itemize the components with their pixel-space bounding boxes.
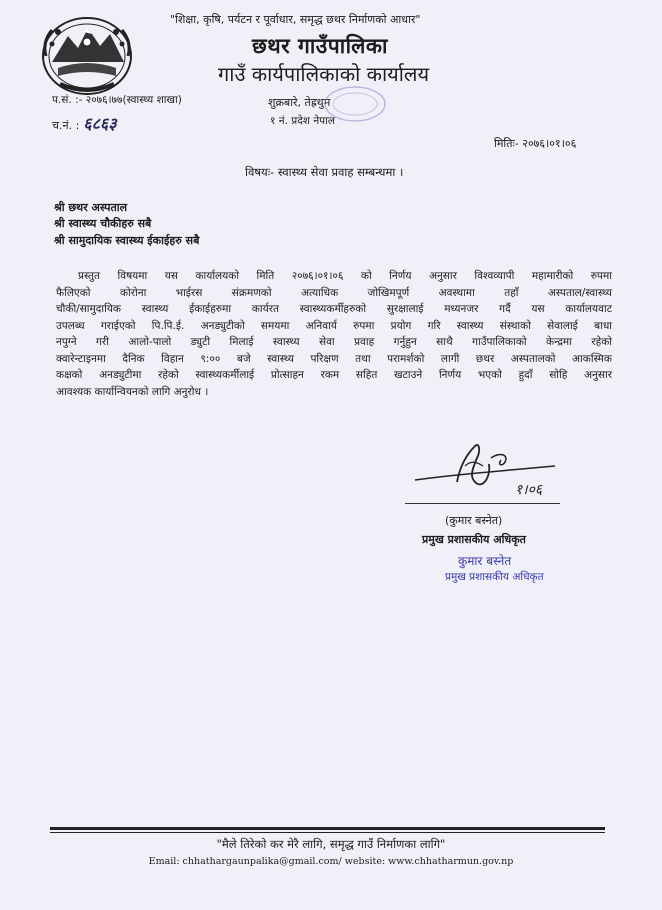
- signatory-title: प्रमुख प्रशासकीय अधिकृत: [422, 533, 526, 546]
- body-line: आवश्यक कार्यान्वियनको लागि अनुरोध ।: [56, 385, 209, 398]
- body-line: फैलिएको कोरोना भाईरस संक्रमणको अत्याधिक जोखिमपूर्ण अवस्थामा तहाँ अस्पताल/स्वास्थ्य: [56, 286, 612, 299]
- letter-subject: विषयः- स्वास्थ्य सेवा प्रवाह सम्बन्धमा ।: [245, 165, 404, 179]
- signature-line: [405, 503, 560, 504]
- header-motto: "शिक्षा, कृषि, पर्यटन र पूर्वाधार, समृद्ध छथर निर्माणको आधार": [170, 13, 421, 26]
- footer-contact: Email: chhathargaunpalika@gmail.com/ website: www.chhatharmun.gov.np: [148, 856, 514, 867]
- office-name: गाउँ कार्यपालिकाको कार्यालय: [218, 62, 430, 86]
- footer-motto: "मैले तिरेको कर मेरै लागि, समृद्ध गाउँ निर्माणका लागि": [216, 837, 446, 851]
- nepal-emblem-icon: [38, 12, 136, 98]
- dispatch-number: [52, 112, 117, 134]
- recipient-line: श्री सामुदायिक स्वास्थ्य ईकाईहरु सबै: [54, 234, 200, 247]
- recipient-line: श्री छथर अस्पताल: [54, 201, 128, 214]
- footer-divider-thick: [50, 827, 605, 830]
- body-line: प्रस्तुत विषयमा यस कार्यालयको मिति २०७६।०१।०६ को निर्णय अनुसार विश्वव्यापी महामारीको रुपमा: [78, 270, 612, 282]
- letter-date: मितिः- २०७६।०१।०६: [494, 137, 577, 150]
- letter-body: [56, 268, 612, 400]
- body-line: चौकी/सामुदायिक स्वास्थ्य ईकाईहरुमा कार्यरत स्वास्थ्यकर्मीहरुको सुरक्षालाई मध्यनजर गर्दै यस कार्यालयवाट: [56, 303, 612, 315]
- footer-divider-thin: [50, 832, 605, 833]
- stamp-title: प्रमुख प्रशासकीय अधिकृत: [445, 571, 544, 583]
- organization-name: छथर गाउँपालिका: [252, 34, 388, 58]
- dispatch-label: च.नं. :: [52, 119, 80, 132]
- signatory-name: (कुमार बस्नेत): [445, 514, 503, 527]
- handwritten-signature-icon: [405, 436, 565, 506]
- address-line-1: शुक्रबारे, तेह्रथुम: [268, 96, 331, 109]
- body-line: नपुग्ने गरी आलो-पालो ड्युटी मिलाई स्वास्थ्य सेवा प्रवाह गर्नुहुन साथै गाउँपालिकाको केन्द्रमा रहेको: [56, 336, 612, 348]
- address-line-2: १ नं. प्रदेश नेपाल: [270, 115, 335, 127]
- signature-date: १।०६: [515, 482, 543, 498]
- body-line: कक्षको अनड्युटीमा रहेको स्वास्थ्यकर्मीलाई प्रोत्साहन रकम सहित खटाउने निर्णय भएको हुदाँ सोहि अनुसार: [56, 369, 612, 381]
- body-line: क्वारेन्टाइनमा दैनिक विहान ९:०० बजे स्वास्थ्य परिक्षण तथा परामर्शको लागी छथर अस्पतालको आकस्मिक: [56, 352, 612, 365]
- dispatch-handwritten-number: ६८६३: [83, 114, 117, 133]
- stamp-name: कुमार बस्नेत: [458, 554, 512, 568]
- office-stamp-icon: [320, 84, 390, 124]
- recipient-line: श्री स्वास्थ्य चौकीहरु सबै: [54, 217, 152, 230]
- reference-number: प.सं. :- २०७६।७७(स्वास्थ्य शाखा): [52, 94, 182, 106]
- body-line: उपलब्ध गराईएको पि.पि.ई. अनड्युटीको समयमा अनिवार्य रुपमा प्रयोग गरि स्वास्थ्य संस्थाको सेवालाई बाधा: [56, 319, 612, 332]
